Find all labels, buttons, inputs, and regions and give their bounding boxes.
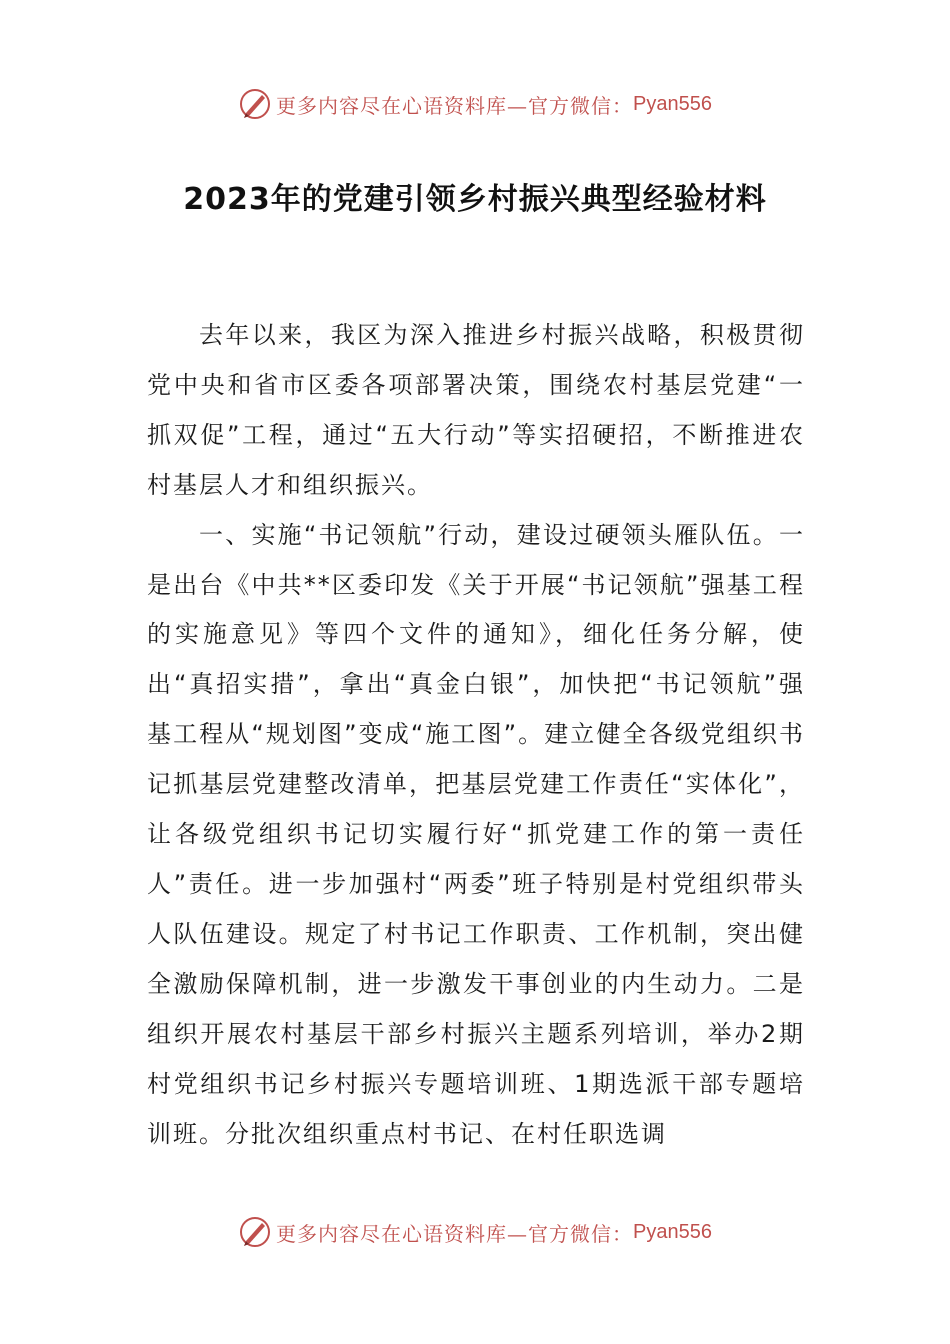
paragraph: 去年以来，我区为深入推进乡村振兴战略，积极贯彻党中央和省市区委各项部署决策，围绕农村基层党建“一抓双促”工程，通过“五大行动”等实招硬招，不断推进农村基层人才和组织振兴。 [147, 321, 805, 499]
pen-logo-icon [238, 87, 272, 121]
footer-wechat-id: Pyan556 [633, 1220, 712, 1243]
footer-banner [0, 1212, 950, 1252]
header-wechat-id: Pyan556 [633, 92, 712, 115]
paragraph: 一、实施“书记领航”行动，建设过硬领头雁队伍。一是出台《中共**区委印发《关于开展“书记领航”强基工程的实施意见》等四个文件的通知》，细化任务分解，使出“真招实措”，拿出“真金白银”，加快把“书记领航”强基工程从“规划图”变成“施工图”。建立健全各级党组织书记抓基层党建整改清单，把基层党建工作责任“实体化”，让各级党组织书记切实履行好“抓党建工作的第一责任人”责任。进一步加强村“两委”班子特别是村党组织带头人队伍建设。规定了村书记工作职责、工作机制，突出健全激励保障机制，进一步激发干事创业的内生动力。二是组织开展农村基层干部乡村振兴主题系列培训，举办2期村党组织书记乡村振兴专题培训班、1期选派干部专题培训班。分批次组织重点村书记、在村任职选调 [147, 520, 805, 1148]
footer-banner-text: 更多内容尽在心语资料库—官方微信： [276, 1221, 634, 1246]
header-banner-text: 更多内容尽在心语资料库—官方微信： [276, 93, 634, 118]
header-banner [0, 84, 950, 124]
document-body [147, 311, 805, 1159]
document-title: 2023年的党建引领乡村振兴典型经验材料 [183, 182, 767, 217]
pen-logo-icon [238, 1215, 272, 1249]
